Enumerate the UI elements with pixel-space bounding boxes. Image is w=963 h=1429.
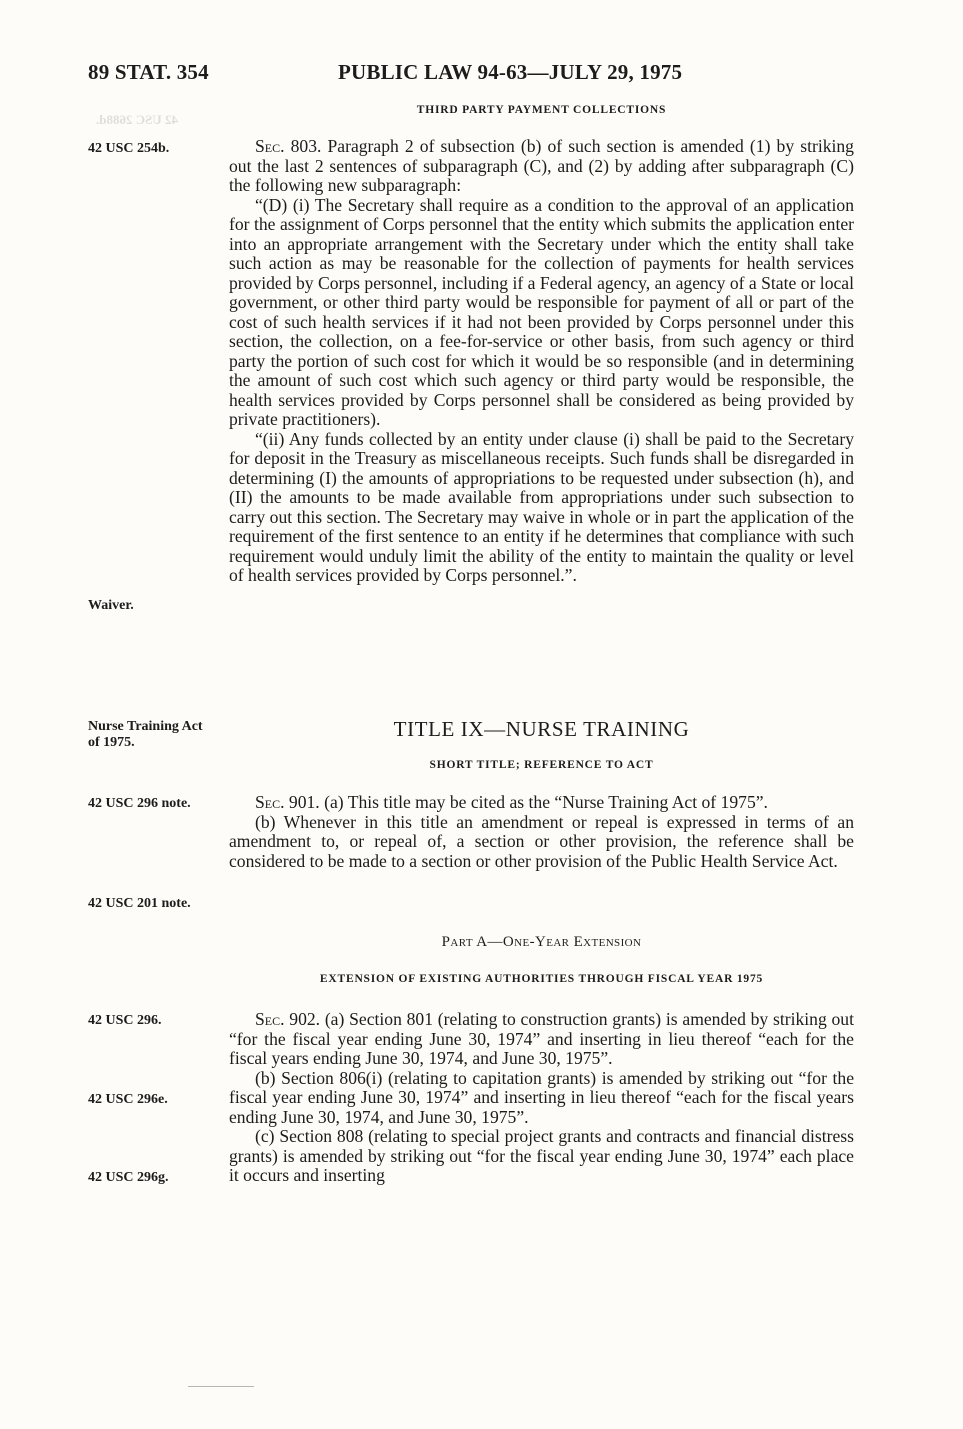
section-902 xyxy=(229,1010,854,1186)
sec803-label: Sec. 803. xyxy=(255,136,322,156)
sec902-paragraph-a xyxy=(229,1010,854,1069)
sec902-label: Sec. 902. xyxy=(255,1009,321,1029)
sec902-paragraph-c: (c) Section 808 (relating to special project grants and contracts and financial distress grants) is amended by striking out “for the fiscal year ending June 30, 1974” each place it occurs and inserting xyxy=(229,1126,854,1185)
sec803-clause-d-i: “(D) (i) The Secretary shall require as a condition to the approval of an application for the assignment of Corps personnel that the entity which submits the application enter into an appropriate arrangement with the Secretary under which the entity shall take such action as may be reasonable for the collection of payments for health services provided by Corps personnel, including if a Federal agency, an agency of a State or local government, or other third party would be responsible for payment of all or part of the cost of such health services if it had not been provided by Corps personnel under this section, the collection, on a fee-for-service or other basis, from such agency or third party the portion of such cost for which it would be so responsible (and in determining the amount of such cost which such agency or third party would be responsible, the health services provided by Corps personnel shall be considered as being provided by private practitioners). xyxy=(229,194,854,429)
short-title-heading: SHORT TITLE; REFERENCE TO ACT xyxy=(429,759,654,771)
sec901-label: Sec. 901. xyxy=(255,792,320,812)
footer-rule xyxy=(188,1386,254,1387)
margin-note-usc-296-note: 42 USC 296 note. xyxy=(88,796,191,811)
margin-note-usc-201-note: 42 USC 201 note. xyxy=(88,896,191,911)
sec902-a-text: (a) Section 801 (relating to construction grants) is amended by striking out “for the fiscal year ending June 30, 1974” and inserting in lieu thereof “each for the fiscal years ending June 30, 1974, and June 30, 1975”. xyxy=(229,1009,854,1068)
margin-note-usc-254b: 42 USC 254b. xyxy=(88,141,170,156)
margin-note-usc-296e: 42 USC 296e. xyxy=(88,1092,168,1107)
stat-page-number: 89 STAT. 354 xyxy=(88,60,209,84)
margin-note-waiver: Waiver. xyxy=(88,598,134,613)
sec803-clause-d-ii: “(ii) Any funds collected by an entity under clause (i) shall be paid to the Secretary for deposit in the Treasury as miscellaneous receipts. Such funds shall be disregarded in determining (I) the amounts of appropriations to be requested under subsection (h), and (II) the amounts to be made available from appropriations under such subsection to carry out this section. The Secretary may waive in whole or in part the application of the requirement of the first sentence to an entity if he determines that compliance with such requirement would unduly limit the ability of the entity to maintain the quality or level of health services provided by Corps personnel.”. xyxy=(229,428,854,585)
section-803 xyxy=(229,137,854,586)
law-running-head: PUBLIC LAW 94-63—JULY 29, 1975 xyxy=(338,60,683,84)
extension-heading: EXTENSION OF EXISTING AUTHORITIES THROUGH FISCAL YEAR 1975 xyxy=(319,973,764,985)
sec901-paragraph-b: (b) Whenever in this title an amendment or repeal is expressed in terms of an amendment to, or repeal of, a section or other provision, the reference shall be considered to be made to a section or other provision of the Public Health Service Act. xyxy=(229,811,854,871)
margin-note-usc-296g: 42 USC 296g. xyxy=(88,1170,169,1185)
title-ix-heading: TITLE IX—NURSE TRAINING xyxy=(393,717,690,741)
sec803-text: Paragraph 2 of subsection (b) of such section is amended (1) by striking out the last 2 sentences of subparagraph (C), and (2) by adding after subparagraph (C) the following new subparagraph: xyxy=(229,136,854,195)
section-heading-third-party: THIRD PARTY PAYMENT COLLECTIONS xyxy=(416,104,667,116)
bleed-through-text: 42 USC 2688d. xyxy=(96,112,178,127)
sec901-paragraph-a xyxy=(229,793,854,813)
sec901-a-text: (a) This title may be cited as the “Nurse Training Act of 1975”. xyxy=(324,792,768,812)
section-901 xyxy=(229,793,854,871)
sec803-paragraph xyxy=(229,137,854,196)
margin-note-usc-296: 42 USC 296. xyxy=(88,1013,162,1028)
part-a-heading: Part A—One-Year Extension xyxy=(441,934,642,950)
margin-note-nurse-training-act: Nurse Training Act of 1975. xyxy=(88,719,203,750)
sec902-paragraph-b: (b) Section 806(i) (relating to capitation grants) is amended by striking out “for the fiscal year ending June 30, 1974” and inserting in lieu thereof “each for the fiscal years ending June 30, 1974, and June 30, 1975”. xyxy=(229,1067,854,1127)
